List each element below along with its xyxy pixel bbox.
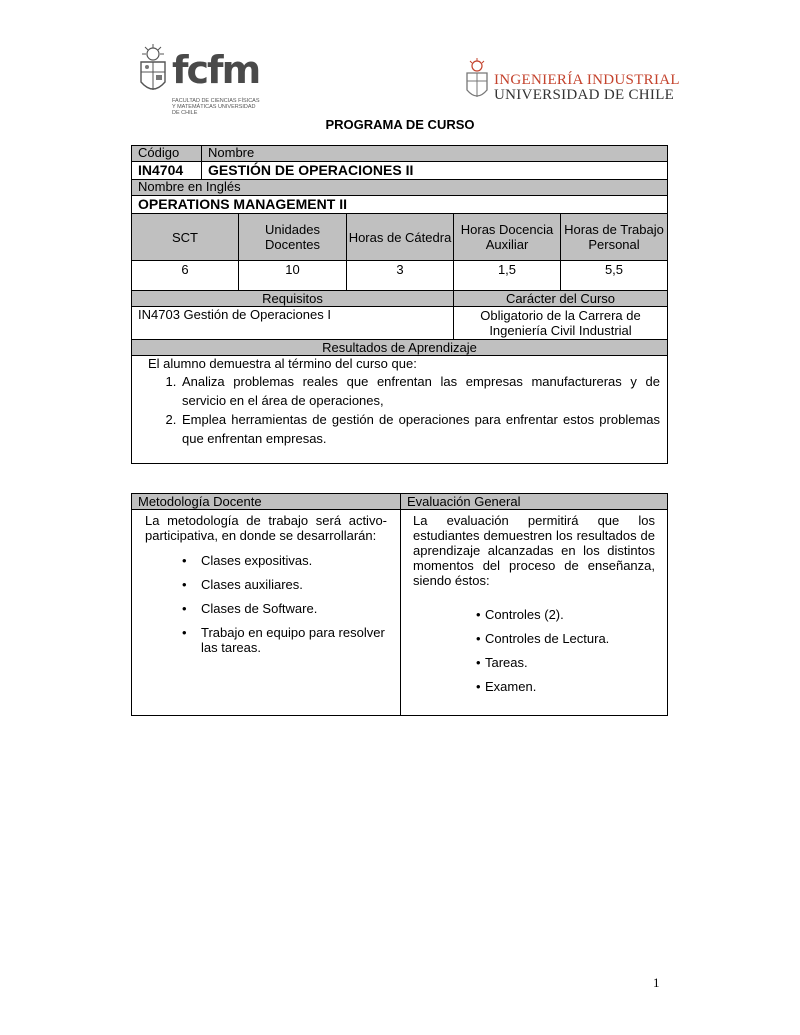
logo-line-ingenieria: INGENIERÍA INDUSTRIAL (494, 72, 680, 88)
resultados-intro: El alumno demuestra al término del curso que: (148, 356, 417, 371)
metodologia-item: • Clases de Software. (201, 601, 387, 616)
fcfm-logo-subtitle: FACULTAD DE CIENCIAS FÍSICAS Y MATEMÁTICAS UNIVERSIDAD DE CHILE (172, 98, 260, 116)
evaluacion-label: Evaluación General (400, 493, 668, 510)
horas-auxiliar-value: 1,5 (453, 260, 561, 291)
ingenieria-industrial-logo (464, 58, 680, 104)
evaluacion-intro: La evaluación permitirá que los estudiantes demuestren los resultados de aprendizaje alcanzadas en los distintos momentos del proceso de enseñanza, siendo éstos: (413, 513, 655, 588)
name-label: Nombre (201, 145, 668, 162)
sct-header: SCT (131, 213, 239, 261)
course-name: GESTIÓN DE OPERACIONES II (201, 161, 668, 180)
code-label: Código (131, 145, 202, 162)
horas-catedra-value: 3 (346, 260, 454, 291)
page-number: 1 (653, 975, 660, 990)
evaluacion-item: • Controles (2). (485, 607, 655, 622)
horas-catedra-header: Horas de Cátedra (346, 213, 454, 261)
resultados-label: Resultados de Aprendizaje (131, 339, 668, 356)
course-code: IN4704 (131, 161, 202, 180)
metodologia-body (131, 509, 401, 716)
evaluacion-item: • Controles de Lectura. (485, 631, 655, 646)
resultado-item: 2. Emplea herramientas de gestión de operaciones para enfrentar estos problemas que enfrentan empresas. (180, 410, 660, 448)
resultado-item: 1. Analiza problemas reales que enfrentan las empresas manufactureras y de servicio en el área de operaciones, (180, 372, 660, 410)
metodologia-intro: La metodología de trabajo será activo-participativa, en donde se desarrollarán: (145, 513, 387, 543)
caracter-label: Carácter del Curso (453, 290, 668, 307)
requisitos-value: IN4703 Gestión de Operaciones I (131, 306, 454, 340)
logo-line-universidad: UNIVERSIDAD DE CHILE (494, 87, 675, 103)
metodologia-item: • Clases expositivas. (201, 553, 387, 568)
sct-value: 6 (131, 260, 239, 291)
unidades-value: 10 (238, 260, 347, 291)
metodologia-label: Metodología Docente (131, 493, 401, 510)
evaluacion-item: • Examen. (485, 679, 655, 694)
page-title: PROGRAMA DE CURSO (325, 117, 475, 132)
fcfm-logo-text: fcfm (172, 48, 260, 92)
fcfm-logo (136, 42, 260, 118)
caracter-value: Obligatorio de la Carrera de Ingeniería Civil Industrial (453, 306, 668, 340)
evaluacion-item: • Tareas. (485, 655, 655, 670)
evaluacion-body (400, 509, 668, 716)
metodologia-item: • Clases auxiliares. (201, 577, 387, 592)
english-name-label: Nombre en Inglés (131, 179, 668, 196)
metodologia-list (145, 553, 387, 655)
horas-personal-header: Horas de Trabajo Personal (560, 213, 668, 261)
resultados-body (131, 355, 668, 464)
requisitos-label: Requisitos (131, 290, 454, 307)
metodologia-item: • Trabajo en equipo para resolver las tareas. (201, 625, 387, 655)
english-name: OPERATIONS MANAGEMENT II (131, 195, 668, 214)
evaluacion-list (413, 607, 655, 694)
horas-auxiliar-header: Horas Docencia Auxiliar (453, 213, 561, 261)
university-seal-icon (136, 44, 170, 100)
university-crest-icon (464, 58, 490, 102)
resultados-list (142, 372, 660, 448)
horas-personal-value: 5,5 (560, 260, 668, 291)
unidades-header: Unidades Docentes (238, 213, 347, 261)
